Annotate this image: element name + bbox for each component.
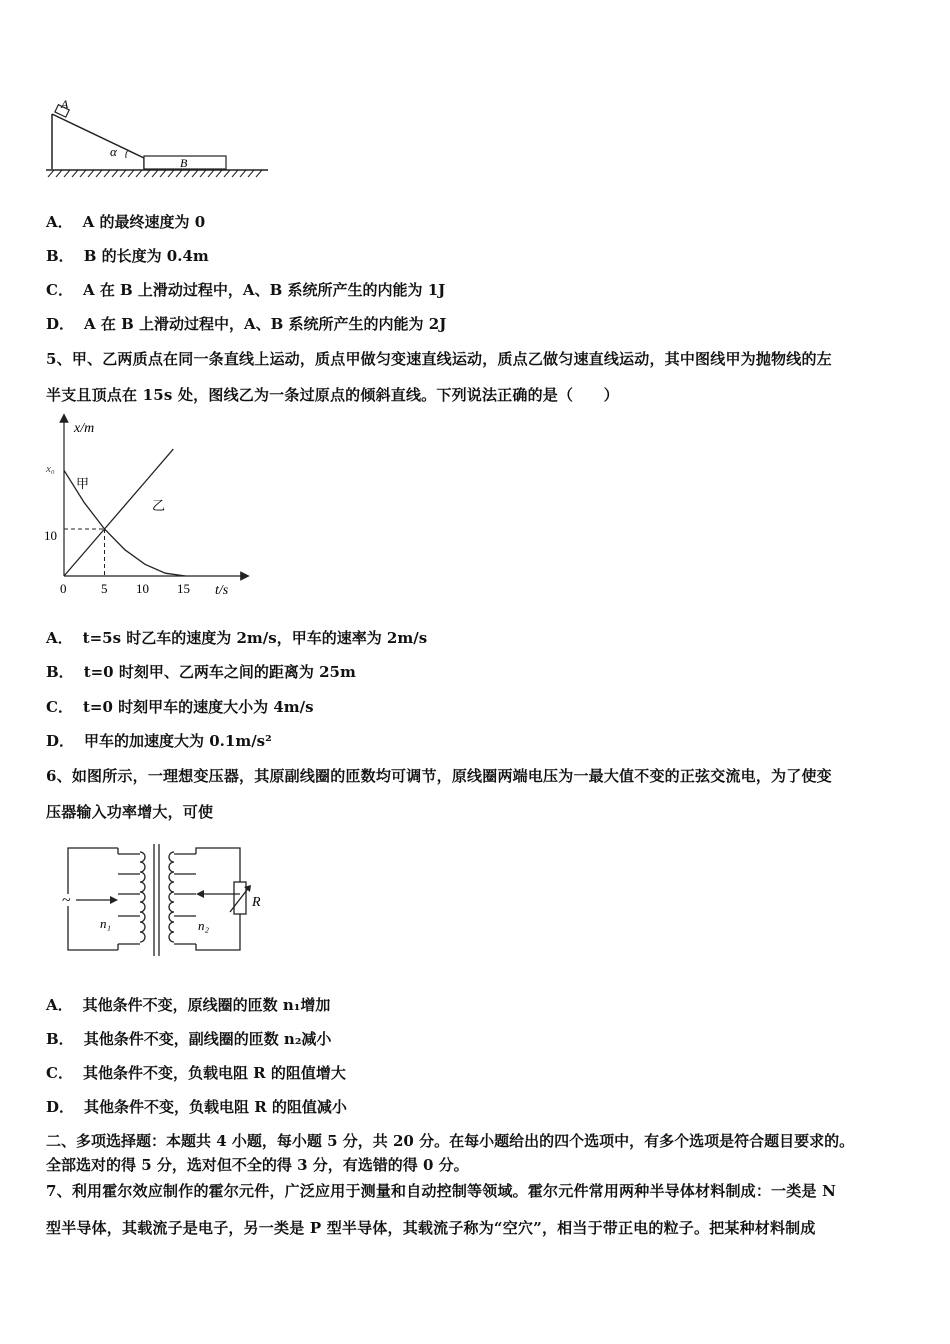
q6-option-b: B． 其他条件不变，副线圈的匝数 n₂减小 — [46, 1030, 332, 1048]
x-t-chart — [40, 412, 250, 608]
y-tick-x0: x₀ — [46, 463, 55, 475]
label-b: B — [180, 156, 188, 170]
q6-stem-line2: 压器输入功率增大，可使 — [46, 803, 214, 821]
transformer-figure — [58, 840, 278, 960]
q6-option-a: A． 其他条件不变，原线圈的匝数 n₁增加 — [46, 996, 331, 1014]
q5-option-d: D． 甲车的加速度大为 0.1m/s² — [46, 732, 272, 750]
label-n2: n₂ — [198, 918, 210, 933]
q5-stem-line1: 5、甲、乙两质点在同一条直线上运动，质点甲做匀变速直线运动，质点乙做匀速直线运动，其中图线甲为抛物线的左 — [46, 350, 832, 368]
label-n1: n₁ — [100, 916, 112, 931]
ground-hatch — [48, 170, 262, 177]
section2-line2: 全部选对的得 5 分，选对但不全的得 3 分，有选错的得 0 分。 — [46, 1156, 469, 1174]
q5-option-b: B． t=0 时刻甲、乙两车之间的距离为 25m — [46, 663, 356, 681]
q7-line2: 型半导体，其载流子是电子，另一类是 P 型半导体，其载流子称为“空穴”，相当于带正电的粒子。把某种材料制成 — [46, 1219, 816, 1237]
label-alpha: α — [110, 144, 117, 159]
x-tick-5: 5 — [101, 581, 108, 596]
label-a: A — [61, 97, 69, 111]
x-tick-15: 15 — [177, 581, 190, 596]
legend-jia: 甲 — [76, 476, 90, 491]
q4-option-c: C． A 在 B 上滑动过程中，A、B 系统所产生的内能为 1J — [46, 281, 446, 299]
label-r: R — [252, 895, 261, 910]
y-axis-label: x/m — [74, 421, 95, 436]
x-axis-label: t/s — [215, 583, 229, 598]
section2-line1: 二、多项选择题：本题共 4 小题，每小题 5 分，共 20 分。在每小题给出的四个选项中，有多个选项是符合题目要求的。 — [46, 1132, 855, 1150]
q4-option-b: B． B 的长度为 0.4m — [46, 247, 209, 265]
q5-option-c: C． t=0 时刻甲车的速度大小为 4m/s — [46, 698, 314, 716]
q4-option-d: D． A 在 B 上滑动过程中，A、B 系统所产生的内能为 2J — [46, 315, 447, 333]
q6-option-d: D． 其他条件不变，负载电阻 R 的阻值减小 — [46, 1098, 347, 1116]
ac-source-symbol: ~ — [62, 892, 71, 909]
q6-stem-line1: 6、如图所示，一理想变压器，其原副线圈的匝数均可调节，原线圈两端电压为一最大值不变的正弦交流电，为了使变 — [46, 767, 832, 785]
q5-stem-line2: 半支且顶点在 15s 处，图线乙为一条过原点的倾斜直线。下列说法正确的是（ ） — [46, 386, 619, 404]
q4-option-a: A． A 的最终速度为 0 — [46, 213, 206, 231]
y-tick-10: 10 — [44, 528, 57, 543]
incline-figure — [40, 92, 275, 184]
legend-yi: 乙 — [152, 498, 166, 513]
q7-line1: 7、利用霍尔效应制作的霍尔元件，广泛应用于测量和自动控制等领域。霍尔元件常用两种半导体材料制成：一类是 N — [46, 1182, 836, 1200]
x-tick-10: 10 — [136, 581, 149, 596]
q5-option-a: A． t=5s 时乙车的速度为 2m/s，甲车的速率为 2m/s — [46, 629, 428, 647]
x-tick-0: 0 — [60, 581, 67, 596]
q6-option-c: C． 其他条件不变，负载电阻 R 的阻值增大 — [46, 1064, 346, 1082]
